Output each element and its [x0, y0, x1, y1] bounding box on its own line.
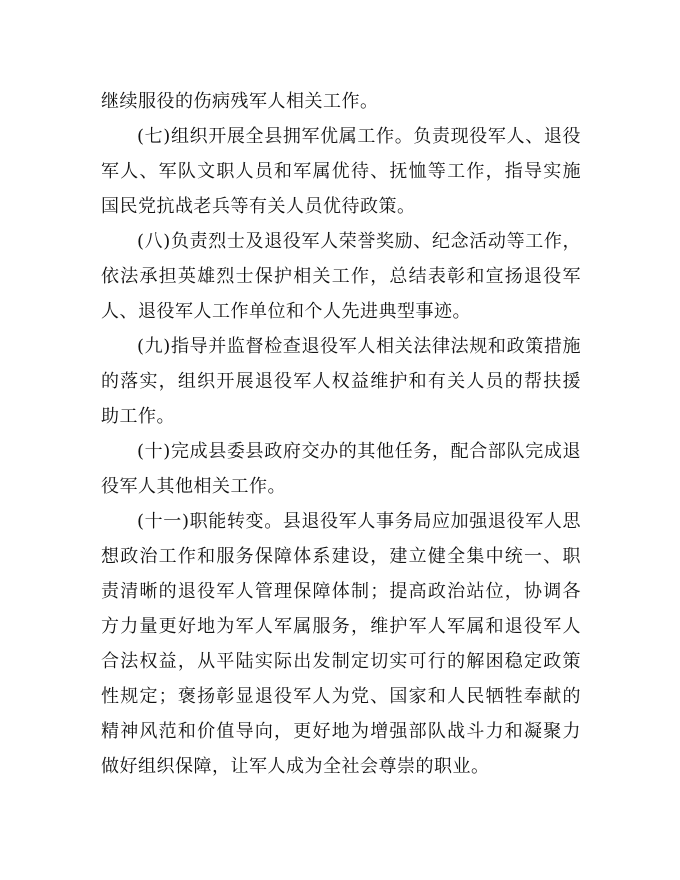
paragraph-item-7: (七)组织开展全县拥军优属工作。负责现役军人、退役军人、军队文职人员和军属优待、抚恤等工作，指导实施国民党抗战老兵等有关人员优待政策。	[101, 126, 581, 217]
paragraph-item-11: (十一)职能转变。县退役军人事务局应加强退役军人思想政治工作和服务保障体系建设，建立健全集中统一、职责清晰的退役军人管理保障体制；提高政治站位，协调各方力量更好地为军人军属服务，维护军人军属和退役军人合法权益，从平陆实际出发制定切实可行的解困稳定政策性规定；褒扬彰显退役军人为党、国家和人民牺牲奉献的精神风范和价值导向，更好地为增强部队战斗力和凝聚力做好组织保障，让军人成为全社会尊崇的职业。	[101, 511, 581, 777]
paragraph-item-9: (九)指导并监督检查退役军人相关法律法规和政策措施的落实，组织开展退役军人权益维护和有关人员的帮扶援助工作。	[101, 336, 581, 427]
paragraph-item-8: (八)负责烈士及退役军人荣誉奖励、纪念活动等工作，依法承担英雄烈士保护相关工作，总结表彰和宣扬退役军人、退役军人工作单位和个人先进典型事迹。	[101, 231, 581, 322]
paragraph-item-10: (十)完成县委县政府交办的其他任务，配合部队完成退役军人其他相关工作。	[101, 441, 581, 497]
paragraph-continuation: 继续服役的伤病残军人相关工作。	[101, 91, 379, 112]
document-body	[101, 84, 581, 784]
